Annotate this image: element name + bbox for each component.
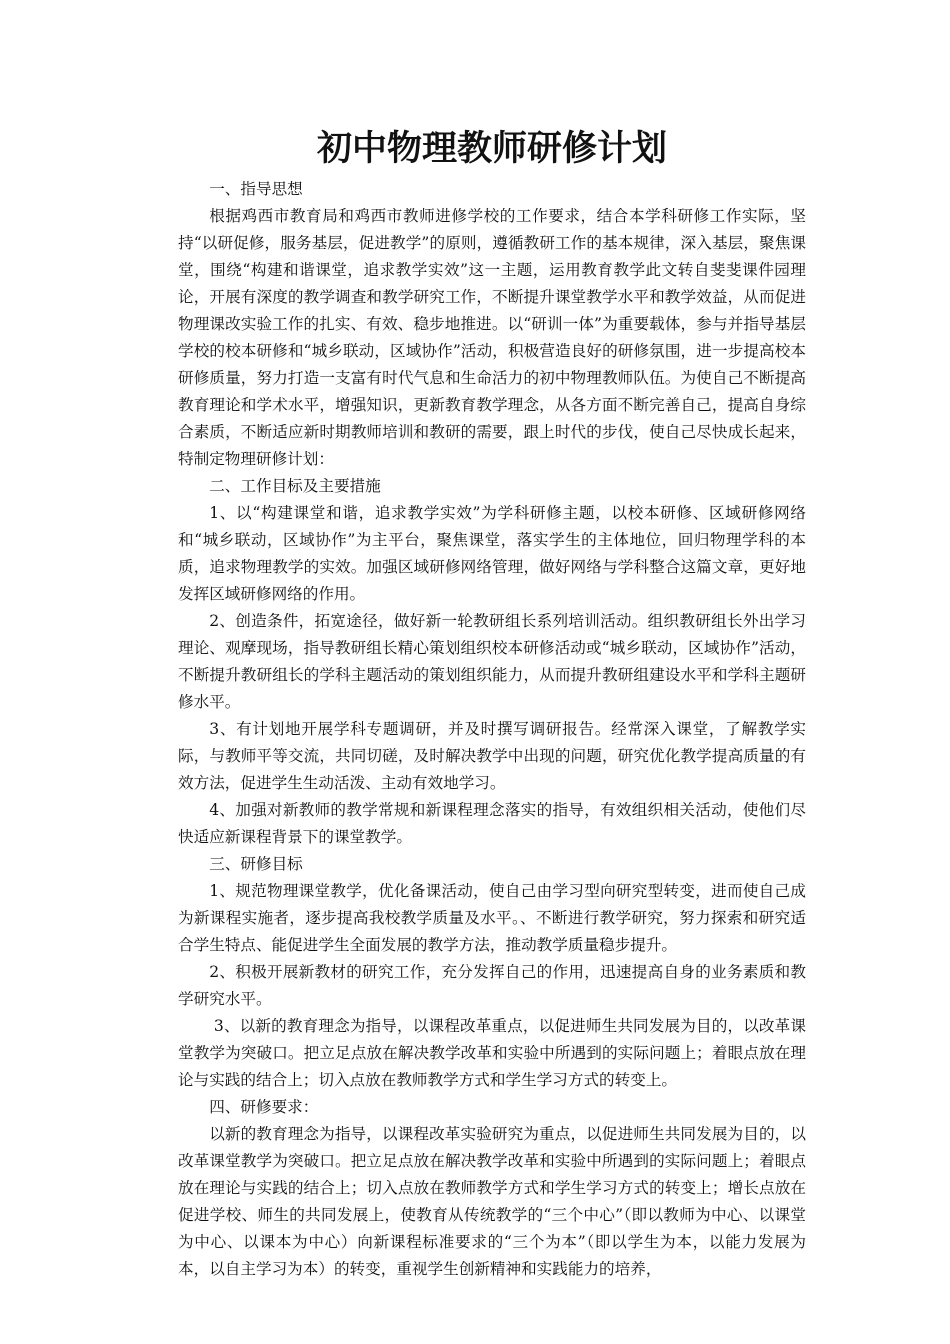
paragraph: 3、以新的教育理念为指导，以课程改革重点，以促进师生共同发展为目的，以改革课堂教学为突破口。把立足点放在解决教学改革和实验中所遇到的实际问题上；着眼点放在理论与实践的结合上；切入点放在教师教学方式和学生学习方式的转变上。 (178, 1017, 806, 1089)
section-heading-2: 二、工作目标及主要措施 (209, 477, 381, 495)
paragraph: 1、规范物理课堂教学，优化备课活动，使自己由学习型向研究型转变，进而使自己成为新课程实施者，逐步提高我校教学质量及水平。、不断进行教学研究，努力探索和研究适合学生特点、能促进学生全面发展的教学方法，推动教学质量稳步提升。 (178, 882, 806, 954)
section-heading-1: 一、指导思想 (209, 180, 303, 198)
section-heading-3: 三、研修目标 (209, 855, 303, 873)
section-heading-4: 四、研修要求： (209, 1098, 319, 1116)
paragraph: 2、创造条件，拓宽途径，做好新一轮教研组长系列培训活动。组织教研组长外出学习理论、观摩现场，指导教研组长精心策划组织校本研修活动或“城乡联动，区域协作”活动，不断提升教研组长的学科主题活动的策划组织能力，从而提升教研组建设水平和学科主题研修水平。 (178, 612, 806, 711)
document-body (178, 124, 806, 1283)
paragraph: 2、积极开展新教材的研究工作，充分发挥自己的作用，迅速提高自身的业务素质和教学研究水平。 (178, 963, 806, 1008)
paragraph: 根据鸡西市教育局和鸡西市教师进修学校的工作要求，结合本学科研修工作实际，坚持“以研促修，服务基层，促进教学”的原则，遵循教研工作的基本规律，深入基层，聚焦课堂，围绕“构建和谐课堂，追求教学实效”这一主题，运用教育教学此文转自斐斐课件园理论，开展有深度的教学调查和教学研究工作，不断提升课堂教学水平和教学效益，从而促进物理课改实验工作的扎实、有效、稳步地推进。以“研训一体”为重要载体，参与并指导基层学校的校本研修和“城乡联动，区域协作”活动，积极营造良好的研修氛围，进一步提高校本研修质量，努力打造一支富有时代气息和生命活力的初中物理教师队伍。为使自己不断提高教育理论和学术水平，增强知识，更新教育教学理念，从各方面不断完善自己，提高自身综合素质，不断适应新时期教师培训和教研的需要，跟上时代的步伐，使自己尽快成长起来，特制定物理研修计划： (178, 207, 806, 468)
paragraph: 1、以“构建课堂和谐，追求教学实效”为学科研修主题，以校本研修、区域研修网络和“城乡联动，区域协作”为主平台，聚焦课堂，落实学生的主体地位，回归物理学科的本质，追求物理教学的实效。加强区域研修网络管理，做好网络与学科整合这篇文章，更好地发挥区域研修网络的作用。 (178, 504, 806, 603)
paragraph: 以新的教育理念为指导，以课程改革实验研究为重点，以促进师生共同发展为目的，以改革课堂教学为突破口。把立足点放在解决教学改革和实验中所遇到的实际问题上；着眼点放在理论与实践的结合上；切入点放在教师教学方式和学生学习方式的转变上；增长点放在促进学校、师生的共同发展上，使教育从传统教学的“三个中心”（即以教师为中心、以课堂为中心、以课本为中心）向新课程标准要求的“三个为本”（即以学生为本，以能力发展为本，以自主学习为本）的转变，重视学生创新精神和实践能力的培养， (178, 1125, 806, 1278)
paragraph: 3、有计划地开展学科专题调研，并及时撰写调研报告。经常深入课堂，了解教学实际，与教师平等交流，共同切磋，及时解决教学中出现的问题，研究优化教学提高质量的有效方法，促进学生生动活泼、主动有效地学习。 (178, 720, 806, 792)
paragraph: 4、加强对新教师的教学常规和新课程理念落实的指导，有效组织相关活动，使他们尽快适应新课程背景下的课堂教学。 (178, 801, 806, 846)
document-title: 初中物理教师研修计划 (316, 129, 667, 169)
